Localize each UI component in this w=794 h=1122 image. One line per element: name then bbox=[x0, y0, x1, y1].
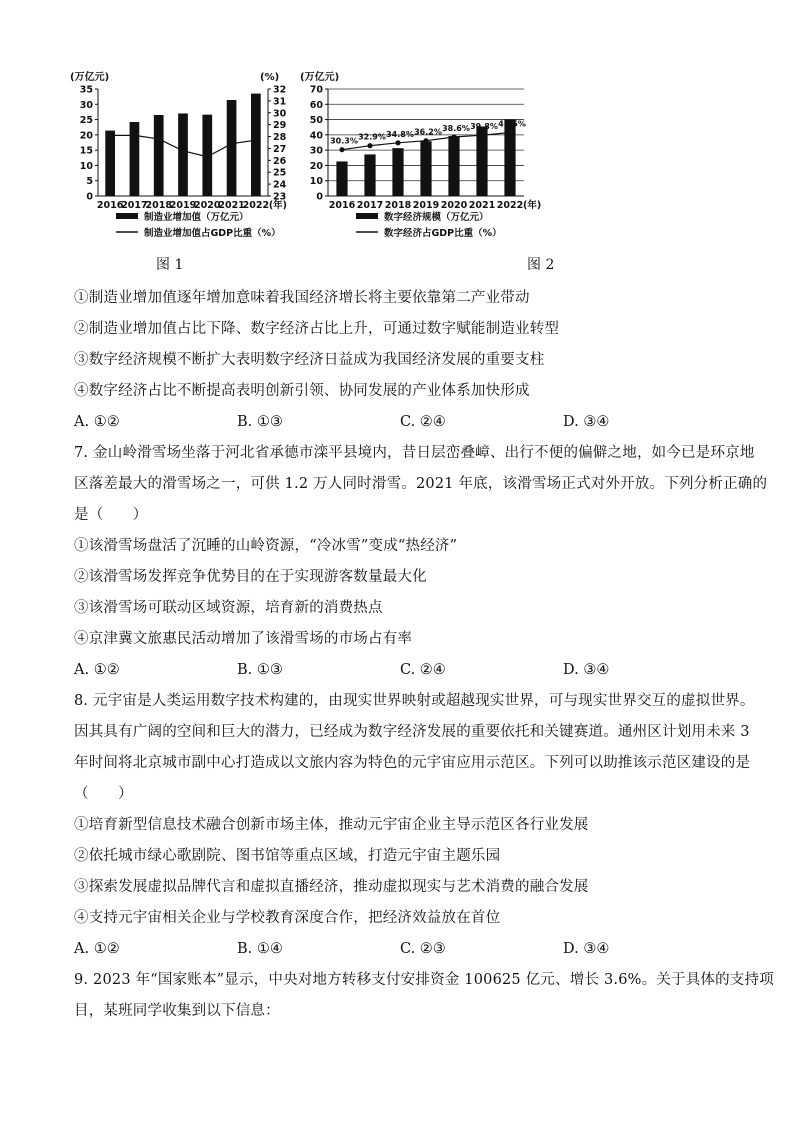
x-tick-label-2020: 2020 bbox=[440, 200, 468, 211]
point-label-2017: 32.9% bbox=[358, 132, 386, 142]
figure-1-svg bbox=[70, 66, 310, 246]
q8-choice-b: B. ①④ bbox=[237, 941, 283, 957]
point-label-2022: 41.5% bbox=[498, 119, 526, 129]
left-tick-label-1: 10 bbox=[309, 176, 323, 188]
x-tick-label-2016: 2016 bbox=[96, 200, 124, 211]
line-point-2020 bbox=[451, 134, 456, 139]
left-axis-unit: (万亿元) bbox=[300, 72, 340, 83]
x-tick-label-2017: 2017 bbox=[121, 200, 148, 211]
x-tick-label-2021: 2021 bbox=[468, 200, 496, 211]
left-tick-label-5: 50 bbox=[309, 115, 323, 127]
q7-option-4: ④京津冀文旅惠民活动增加了该滑雪场的市场占有率 bbox=[74, 631, 413, 647]
left-tick-label-4: 40 bbox=[309, 130, 323, 142]
left-tick-label-3: 30 bbox=[309, 145, 323, 157]
bar-2016 bbox=[105, 131, 115, 196]
q7-option-2: ②该滑雪场发挥竞争优势目的在于实现游客数量最大化 bbox=[74, 569, 427, 585]
legend-bar-swatch bbox=[116, 213, 138, 219]
legend-bar-label: 制造业增加值（万亿元） bbox=[144, 212, 249, 223]
bar-2020 bbox=[448, 136, 459, 196]
x-tick-label-2017: 2017 bbox=[356, 200, 384, 211]
q6-choice-d: D. ③④ bbox=[563, 414, 610, 430]
line-point-2019 bbox=[423, 138, 428, 143]
right-tick-label-3: 26 bbox=[273, 155, 287, 167]
q6-choice-a: A. ①② bbox=[74, 414, 120, 430]
q8-choice-d: D. ③④ bbox=[563, 941, 610, 957]
x-tick-label-2019: 2019 bbox=[169, 200, 197, 211]
right-axis-unit: (%) bbox=[260, 72, 280, 83]
bar-2016 bbox=[336, 161, 347, 196]
line-point-2022 bbox=[507, 130, 512, 135]
x-tick-label-2021: 2021 bbox=[218, 200, 245, 211]
bar-2017 bbox=[130, 122, 140, 196]
left-tick-label-5: 25 bbox=[79, 115, 93, 127]
q7-stem-2: 区落差最大的滑雪场之一，可供 1.2 万人同时滑雪。2021 年底，该滑雪场正式对外开放。下列分析正确的 bbox=[74, 476, 768, 492]
right-tick-label-6: 29 bbox=[273, 120, 287, 132]
bar-2019 bbox=[420, 141, 431, 196]
q8-choice-a: A. ①② bbox=[74, 941, 120, 957]
question-content bbox=[74, 283, 774, 1027]
left-tick-label-7: 70 bbox=[309, 84, 323, 96]
q7-stem-1: 7. 金山岭滑雪场坐落于河北省承德市滦平县境内，昔日层峦叠嶂、出行不便的偏僻之地，如今已是环京地 bbox=[74, 445, 755, 461]
q6-choice-b: B. ①③ bbox=[237, 414, 283, 430]
x-tick-label-2019: 2019 bbox=[412, 200, 440, 211]
q8-choice-c: C. ②③ bbox=[400, 941, 446, 957]
x-tick-label-2016: 2016 bbox=[328, 200, 356, 211]
x-tick-label-2018: 2018 bbox=[145, 200, 172, 211]
left-tick-label-6: 60 bbox=[309, 99, 323, 111]
right-tick-label-4: 27 bbox=[273, 143, 287, 155]
figure-2-svg bbox=[300, 66, 542, 246]
right-tick-label-8: 31 bbox=[273, 96, 287, 108]
q6-option-1: ①制造业增加值逐年增加意味着我国经济增长将主要依靠第二产业带动 bbox=[74, 290, 530, 306]
line-point-2016 bbox=[339, 147, 344, 152]
q8-option-3: ③探索发展虚拟品牌代言和虚拟直播经济，推动虚拟现实与艺术消费的融合发展 bbox=[74, 879, 589, 895]
q7-choice-b: B. ①③ bbox=[237, 662, 283, 678]
legend-bar-swatch bbox=[356, 213, 378, 219]
q7-choice-a: A. ①② bbox=[74, 662, 120, 678]
point-label-2018: 34.8% bbox=[386, 129, 414, 139]
bar-2021 bbox=[227, 100, 237, 196]
q7-choices bbox=[74, 655, 734, 686]
right-tick-label-7: 30 bbox=[273, 108, 287, 120]
q8-option-4: ④支持元宇宙相关企业与学校教育深度合作，把经济效益放在首位 bbox=[74, 910, 501, 926]
q7-choice-d: D. ③④ bbox=[563, 662, 610, 678]
point-label-2019: 36.2% bbox=[414, 127, 442, 137]
point-label-2016: 30.3% bbox=[330, 136, 358, 146]
bar-2022 bbox=[251, 94, 261, 196]
line-point-2017 bbox=[367, 143, 372, 148]
line-point-2018 bbox=[395, 140, 400, 145]
left-tick-label-0: 0 bbox=[316, 191, 323, 203]
left-tick-label-4: 20 bbox=[79, 130, 93, 142]
right-tick-label-5: 28 bbox=[273, 132, 287, 144]
left-tick-label-1: 5 bbox=[86, 176, 93, 188]
q6-option-3: ③数字经济规模不断扩大表明数字经济日益成为我国经济发展的重要支柱 bbox=[74, 352, 545, 368]
point-label-2021: 39.8% bbox=[470, 122, 498, 132]
figure-2-label: 图 2 bbox=[527, 257, 555, 273]
bar-2017 bbox=[364, 154, 375, 196]
q7-choice-c: C. ②④ bbox=[400, 662, 446, 678]
q6-choices bbox=[74, 407, 734, 438]
figure-2-chart bbox=[300, 66, 542, 246]
right-tick-label-1: 24 bbox=[273, 179, 287, 191]
left-tick-label-2: 20 bbox=[309, 160, 323, 172]
right-tick-label-9: 32 bbox=[273, 84, 287, 96]
q8-option-1: ①培育新型信息技术融合创新市场主体，推动元宇宙企业主导示范区各行业发展 bbox=[74, 817, 589, 833]
q6-choice-c: C. ②④ bbox=[400, 414, 446, 430]
left-tick-label-6: 30 bbox=[79, 99, 93, 111]
q8-stem-4: （ ） bbox=[74, 786, 133, 802]
left-axis-unit: (万亿元) bbox=[70, 72, 110, 83]
x-tick-label-2020: 2020 bbox=[194, 200, 221, 211]
point-label-2020: 38.6% bbox=[442, 123, 470, 133]
q6-option-2: ②制造业增加值占比下降、数字经济占比上升，可通过数字赋能制造业转型 bbox=[74, 321, 560, 337]
left-tick-label-2: 10 bbox=[79, 160, 93, 172]
x-axis-unit: (年) bbox=[268, 200, 288, 211]
figure-1-label: 图 1 bbox=[156, 257, 184, 273]
q7-stem-3: 是（ ） bbox=[74, 507, 148, 523]
legend-line-label: 制造业增加值占GDP比重（%） bbox=[144, 228, 281, 239]
q8-stem-3: 年时间将北京城市副中心打造成以文旅内容为特色的元宇宙应用示范区。下列可以助推该示范区建设的是 bbox=[74, 755, 751, 771]
q7-option-1: ①该滑雪场盘活了沉睡的山岭资源，“冷冰雪”变成“热经济” bbox=[74, 538, 458, 554]
q8-stem-2: 因其具有广阔的空间和巨大的潜力，已经成为数字经济发展的重要依托和关键赛道。通州区计划用未来 3 bbox=[74, 724, 750, 740]
q8-option-2: ②依托城市绿心歌剧院、图书馆等重点区域，打造元宇宙主题乐园 bbox=[74, 848, 501, 864]
bar-2018 bbox=[154, 115, 164, 196]
figure-1-chart bbox=[70, 66, 310, 246]
x-tick-label-2018: 2018 bbox=[384, 200, 412, 211]
x-tick-label-2022: 2022 bbox=[496, 200, 524, 211]
legend-line-label: 数字经济占GDP比重（%） bbox=[384, 228, 502, 239]
right-tick-label-2: 25 bbox=[273, 167, 287, 179]
bar-2018 bbox=[392, 148, 403, 196]
x-axis-unit: (年) bbox=[523, 200, 542, 211]
left-tick-label-3: 15 bbox=[79, 145, 93, 157]
line-point-2021 bbox=[479, 133, 484, 138]
left-tick-label-7: 35 bbox=[79, 84, 93, 96]
left-tick-label-0: 0 bbox=[86, 191, 93, 203]
q8-choices bbox=[74, 934, 734, 965]
q6-option-4: ④数字经济占比不断提高表明创新引领、协同发展的产业体系加快形成 bbox=[74, 383, 530, 399]
legend-bar-label: 数字经济规模（万亿元） bbox=[384, 212, 489, 223]
bar-2019 bbox=[178, 113, 188, 196]
q9-stem-2: 目，某班同学收集到以下信息： bbox=[74, 1003, 280, 1019]
x-tick-label-2022: 2022 bbox=[242, 200, 270, 211]
q8-stem-1: 8. 元宇宙是人类运用数字技术构建的，由现实世界映射或超越现实世界，可与现实世界交互的虚拟世界。 bbox=[74, 693, 755, 709]
q7-option-3: ③该滑雪场可联动区域资源，培育新的消费热点 bbox=[74, 600, 383, 616]
right-tick-label-0: 23 bbox=[273, 191, 287, 203]
q9-stem-1: 9. 2023 年“国家账本”显示，中央对地方转移支付安排资金 100625 亿元、增长 3.6%。关于具体的支持项 bbox=[74, 972, 774, 988]
